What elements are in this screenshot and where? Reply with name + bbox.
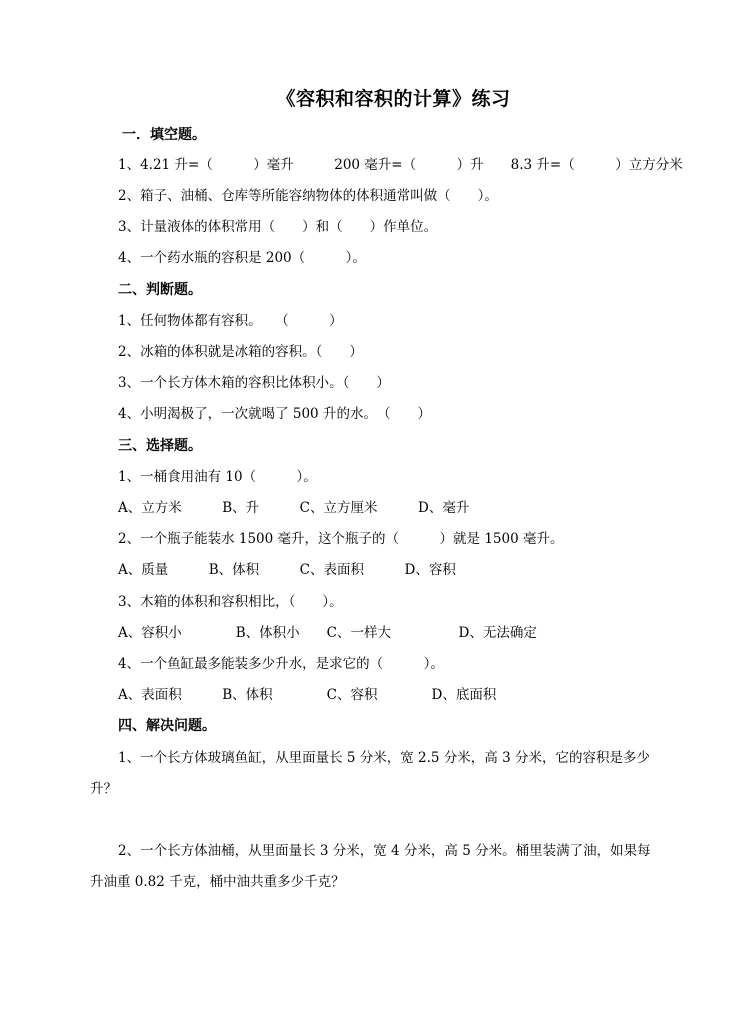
choice-question-2: 2、一个瓶子能装水 1500 毫升，这个瓶子的（ ）就是 1500 毫升。 [118,531,564,547]
choice-question-1: 1、一桶食用油有 10（ ）。 [118,469,317,485]
choice-question-4-options: A、表面积 B、体积 C、容积 D、底面积 [118,687,497,703]
section-heading-word-problems: 四、解决问题。 [118,718,216,734]
fill-blank-question-1: 1、4.21 升=（ ）毫升 200 毫升=（ ）升 8.3 升=（ ）立方分米 [118,157,683,173]
word-problem-2-line-1: 2、一个长方体油桶，从里面量长 3 分米，宽 4 分米，高 5 分米。桶里装满了油，如果每 [118,843,651,859]
word-problem-1-line-2: 升？ [90,781,117,797]
page-title: 《容积和容积的计算》练习 [276,88,511,110]
section-heading-multiple-choice: 三、选择题。 [118,438,202,454]
true-false-question-1: 1、任何物体都有容积。 （ ） [118,313,343,329]
section-heading-fill-blank: 一．填空题。 [122,127,206,143]
choice-question-3-options: A、容积小 B、体积小 C、一样大 D、无法确定 [118,625,537,641]
fill-blank-question-2: 2、箱子、油桶、仓库等所能容纳物体的体积通常叫做（ ）。 [118,188,498,204]
choice-question-3: 3、木箱的体积和容积相比，（ ）。 [118,594,343,610]
choice-question-2-options: A、质量 B、体积 C、表面积 D、容积 [118,562,456,578]
fill-blank-question-3: 3、计量液体的体积常用（ ）和（ ）作单位。 [118,219,438,235]
true-false-question-2: 2、冰箱的体积就是冰箱的容积。（ ） [118,344,363,360]
word-problem-2-line-2: 升油重 0.82 千克，桶中油共重多少千克？ [90,874,345,890]
word-problem-1-line-1: 1、一个长方体玻璃鱼缸，从里面量长 5 分米，宽 2.5 分米，高 3 分米，它的容积是多少 [118,750,650,766]
fill-blank-question-4: 4、一个药水瓶的容积是 200（ ）。 [118,250,366,266]
section-heading-true-false: 二、判断题。 [118,282,202,298]
true-false-question-3: 3、一个长方体木箱的容积比体积小。（ ） [118,375,390,391]
choice-question-4: 4、一个鱼缸最多能装多少升水，是求它的（ ）。 [118,656,444,672]
choice-question-1-options: A、立方米 B、升 C、立方厘米 D、毫升 [118,500,470,516]
true-false-question-4: 4、小明渴极了，一次就喝了 500 升的水。 （ ） [118,406,431,422]
